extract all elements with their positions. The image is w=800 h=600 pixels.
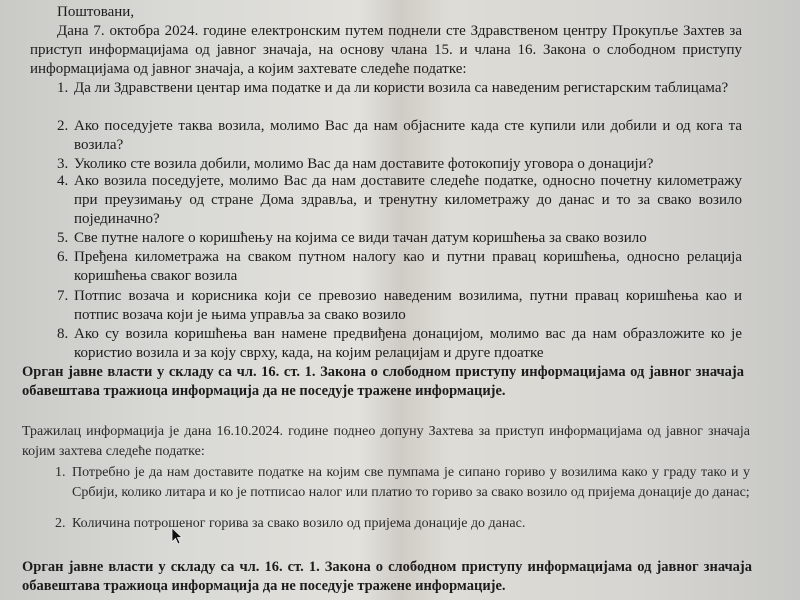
item-text: Пређена километража на сваком путном налогу као и путни правац коришћења, односно релација коришћења сваког возила: [74, 249, 742, 284]
item-text: Количина потрошеног горива за свако возило од пријема донације до данас.: [72, 516, 526, 531]
intro-first: Дана 7. октобра 2024. године електронским путем поднели сте Здравственом центру Прокупље: [57, 23, 679, 39]
item-text: Све путне налоге о коришћењу на којима се види тачан датум коришћења за свако возило: [74, 230, 647, 246]
supplement-item-1: [55, 463, 750, 503]
mouse-cursor-icon: [171, 527, 183, 545]
item-number: 1.: [55, 465, 66, 480]
item-text: Да ли Здравствени центар има податке и да ли користи возила са наведеним регистарским таблицама?: [74, 80, 729, 96]
item-number: 7.: [57, 288, 69, 304]
request-item-6: [57, 248, 742, 286]
request-item-8: [57, 325, 742, 363]
intro-paragraph: [30, 22, 742, 79]
request-item-7: [57, 287, 742, 325]
request-item-2: [57, 117, 742, 155]
supplement-item-2: [55, 514, 750, 534]
item-text: Потпис возача и корисника који се превозио наведеним возилима, путни правац коришћења као и потпис возача који је њима управља за свако возило: [74, 288, 742, 323]
item-number: 2.: [55, 516, 66, 531]
item-number: 4.: [57, 173, 69, 189]
request-item-4: [57, 172, 742, 229]
item-text: Ако возила поседујете, молимо Вас да нам доставите следеће податке, односно почетну километражу при преузимању од стране Дома здравља, и тренутну километражу до данас и то за свако возило појединачно?: [74, 173, 742, 227]
item-number: 3.: [57, 156, 69, 172]
item-number: 2.: [57, 118, 69, 134]
request-item-5: [57, 229, 757, 248]
greeting: Поштовани,: [57, 4, 135, 20]
request-item-1: [57, 79, 742, 98]
item-number: 6.: [57, 249, 69, 265]
response-2: Орган јавне власти у складу са чл. 16. ст. 1. Закона о слободном приступу информацијама од јавног значаја обавештава тражиоца информација да не поседује тражене информације.: [22, 559, 752, 594]
item-number: 8.: [57, 326, 69, 342]
item-text: Ако поседујете таква возила, молимо Вас да нам објасните када сте купили или добили и од кога та возила?: [74, 118, 742, 153]
item-number: 1.: [57, 80, 69, 96]
response-1: Орган јавне власти у складу са чл. 16. ст. 1. Закона о слободном приступу информацијама од јавног значаја обавештава тражиоца информација да не поседује тражене информације.: [22, 364, 744, 399]
item-text: Ако су возила коришћења ван намене предвиђена донацијом, молимо вас да нам образложите ко је користио возила и за коју сврху, када, на којим релацијам и друге пдоатке: [74, 326, 742, 361]
item-number: 5.: [57, 230, 69, 246]
intro-rest: Захтев за приступ информацијама од јавног значаја, на основу члана 15. и члана 16. Закона о слободном приступу информацијама од јавног значаја, а којим захтевате следеће податке:: [30, 23, 742, 77]
item-text: Потребно је да нам доставите податке на којим све пумпама је сипано гориво у возилима како у граду тако и у Србији, колико литара и ко је потписао налог или платио то гориво за свако возило од пријема донације до данас;: [72, 465, 750, 500]
supplement-intro: Тражилац информација је дана 16.10.2024. године поднео допуну Захтева за приступ информацијама од јавног значаја којим захтева следеће податке:: [22, 424, 750, 459]
item-text: Уколико сте возила добили, молимо Вас да нам доставите фотокопију уговора о донацији?: [74, 156, 654, 172]
